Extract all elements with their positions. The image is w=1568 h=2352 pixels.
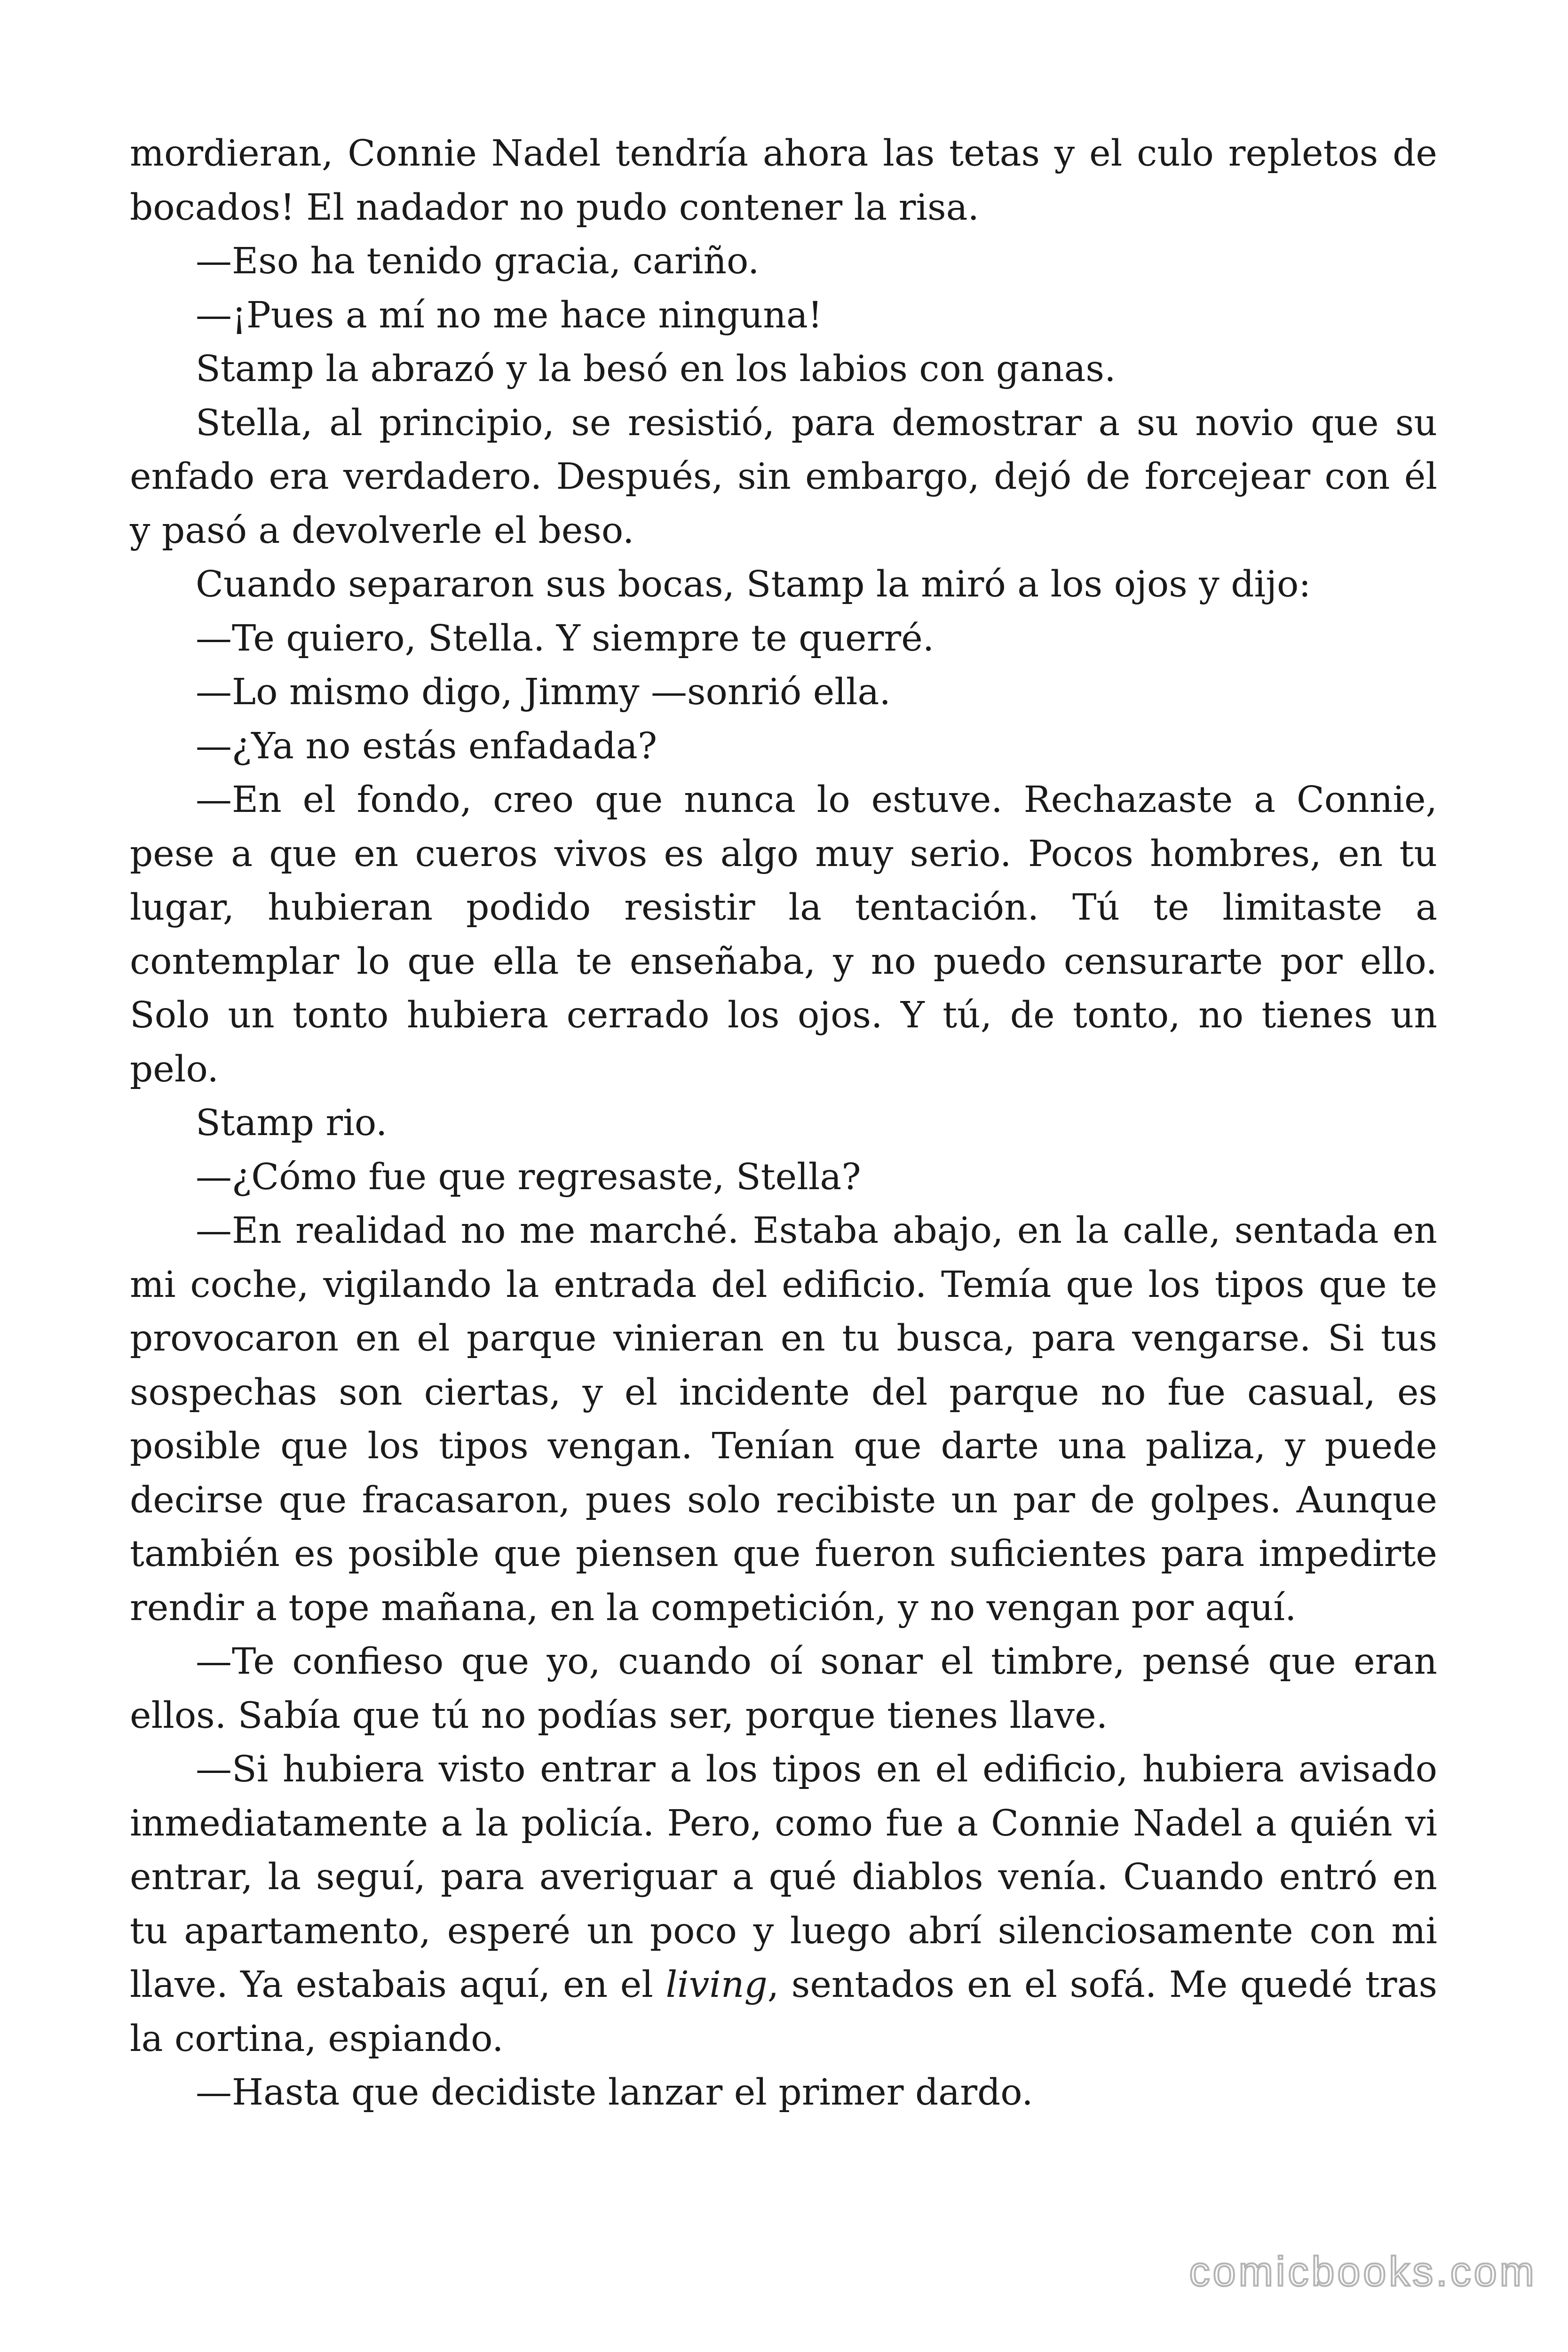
paragraph: —¿Cómo fue que regresaste, Stella? (196, 1156, 861, 1198)
paragraph-text: , sentados en el sofá. Me quedé tras la cortina, espiando. (130, 1964, 1437, 2060)
paragraph: —Eso ha tenido gracia, cariño. (196, 240, 760, 282)
paragraph: mordieran, Connie Nadel tendría ahora las tetas y el culo repletos de bocados! El nadador no pudo contener la risa. (130, 133, 1437, 229)
paragraph: —¿Ya no estás enfadada? (196, 725, 657, 767)
paragraph: —Te quiero, Stella. Y siempre te querré. (196, 617, 934, 660)
paragraph: —Hasta que decidiste lanzar el primer dardo. (196, 2072, 1033, 2114)
paragraph: —Te confieso que yo, cuando oí sonar el timbre, pensé que eran ellos. Sabía que tú no podías ser, porque tienes llave. (130, 1641, 1437, 1737)
paragraph: Stamp la abrazó y la besó en los labios con ganas. (196, 348, 1116, 390)
paragraph (130, 1743, 1437, 2066)
italic-word: living (665, 1964, 768, 2006)
paragraph: Stamp rio. (196, 1102, 388, 1144)
paragraph: —En el fondo, creo que nunca lo estuve. Rechazaste a Connie, pese a que en cueros vivos es algo muy serio. Pocos hombres, en tu lugar, hubieran podido resistir la tentación. Tú te limitaste a contemplar lo que ella te enseñaba, y no puedo censurarte por ello. Solo un tonto hubiera cerrado los ojos. Y tú, de tonto, no tienes un pelo. (130, 779, 1437, 1090)
paragraph: Stella, al principio, se resistió, para demostrar a su novio que su enfado era verdadero. Después, sin embargo, dejó de forcejear con él y pasó a devolverle el beso. (130, 402, 1437, 552)
paragraph: —En realidad no me marché. Estaba abajo, en la calle, sentada en mi coche, vigilando la entrada del edificio. Temía que los tipos que te provocaron en el parque vinieran en tu busca, para vengarse. Si tus sospechas son ciertas, y el incidente del parque no fue casual, es posible que los tipos vengan. Tenían que darte una paliza, y puede decirse que fracasaron, pues solo recibiste un par de golpes. Aunque también es posible que piensen que fueron suficientes para impedirte rendir a tope mañana, en la competición, y no vengan por aquí. (130, 1210, 1437, 1629)
paragraph-text: —Si hubiera visto entrar a los tipos en el edificio, hubiera avisado inmediatamente a la policía. Pero, como fue a Connie Nadel a quién vi entrar, la seguí, para averiguar a qué diablos venía. Cuando entró en tu apartamento, esperé un poco y luego abrí silenciosamente con mi llave. Ya estabais aquí, en el (130, 1748, 1437, 2006)
paragraph: —Lo mismo digo, Jimmy —sonrió ella. (196, 671, 891, 713)
page-text (130, 127, 1437, 2120)
watermark: comicbooks.com (1189, 2248, 1537, 2295)
paragraph: Cuando separaron sus bocas, Stamp la miró a los ojos y dijo: (196, 564, 1311, 605)
paragraph: —¡Pues a mí no me hace ninguna! (196, 294, 823, 336)
